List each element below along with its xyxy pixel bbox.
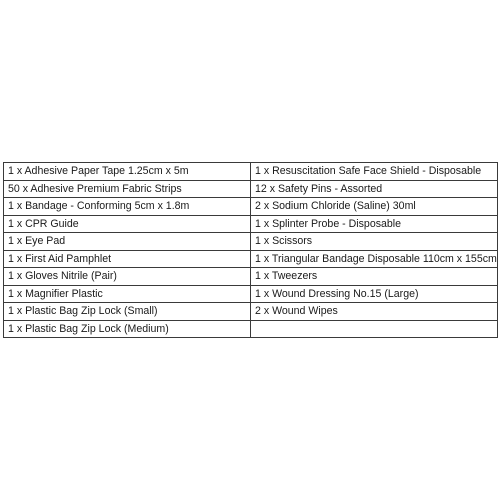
table-cell [251, 320, 498, 338]
table-cell: 1 x Splinter Probe - Disposable [251, 215, 498, 233]
table-row [4, 303, 498, 321]
table-cell: 1 x Plastic Bag Zip Lock (Medium) [4, 320, 251, 338]
table-cell: 1 x Bandage - Conforming 5cm x 1.8m [4, 198, 251, 216]
table-cell: 1 x Resuscitation Safe Face Shield - Disposable [251, 163, 498, 181]
table-cell: 2 x Wound Wipes [251, 303, 498, 321]
table-cell: 2 x Sodium Chloride (Saline) 30ml [251, 198, 498, 216]
table-cell: 1 x Adhesive Paper Tape 1.25cm x 5m [4, 163, 251, 181]
table-row [4, 198, 498, 216]
table-row [4, 250, 498, 268]
table-cell: 1 x Tweezers [251, 268, 498, 286]
table-row [4, 320, 498, 338]
table-row [4, 163, 498, 181]
table-cell: 1 x CPR Guide [4, 215, 251, 233]
table-cell: 1 x Magnifier Plastic [4, 285, 251, 303]
table-cell: 12 x Safety Pins - Assorted [251, 180, 498, 198]
table-row [4, 215, 498, 233]
kit-contents-table [3, 162, 498, 338]
table-row [4, 180, 498, 198]
table-row [4, 285, 498, 303]
table-cell: 1 x Eye Pad [4, 233, 251, 251]
table-cell: 1 x Gloves Nitrile (Pair) [4, 268, 251, 286]
table-row [4, 233, 498, 251]
table-row [4, 268, 498, 286]
table-cell: 1 x Scissors [251, 233, 498, 251]
table-cell: 1 x Plastic Bag Zip Lock (Small) [4, 303, 251, 321]
table-cell: 1 x Wound Dressing No.15 (Large) [251, 285, 498, 303]
table-cell: 1 x Triangular Bandage Disposable 110cm x 155cm [251, 250, 498, 268]
table-cell: 50 x Adhesive Premium Fabric Strips [4, 180, 251, 198]
table-cell: 1 x First Aid Pamphlet [4, 250, 251, 268]
